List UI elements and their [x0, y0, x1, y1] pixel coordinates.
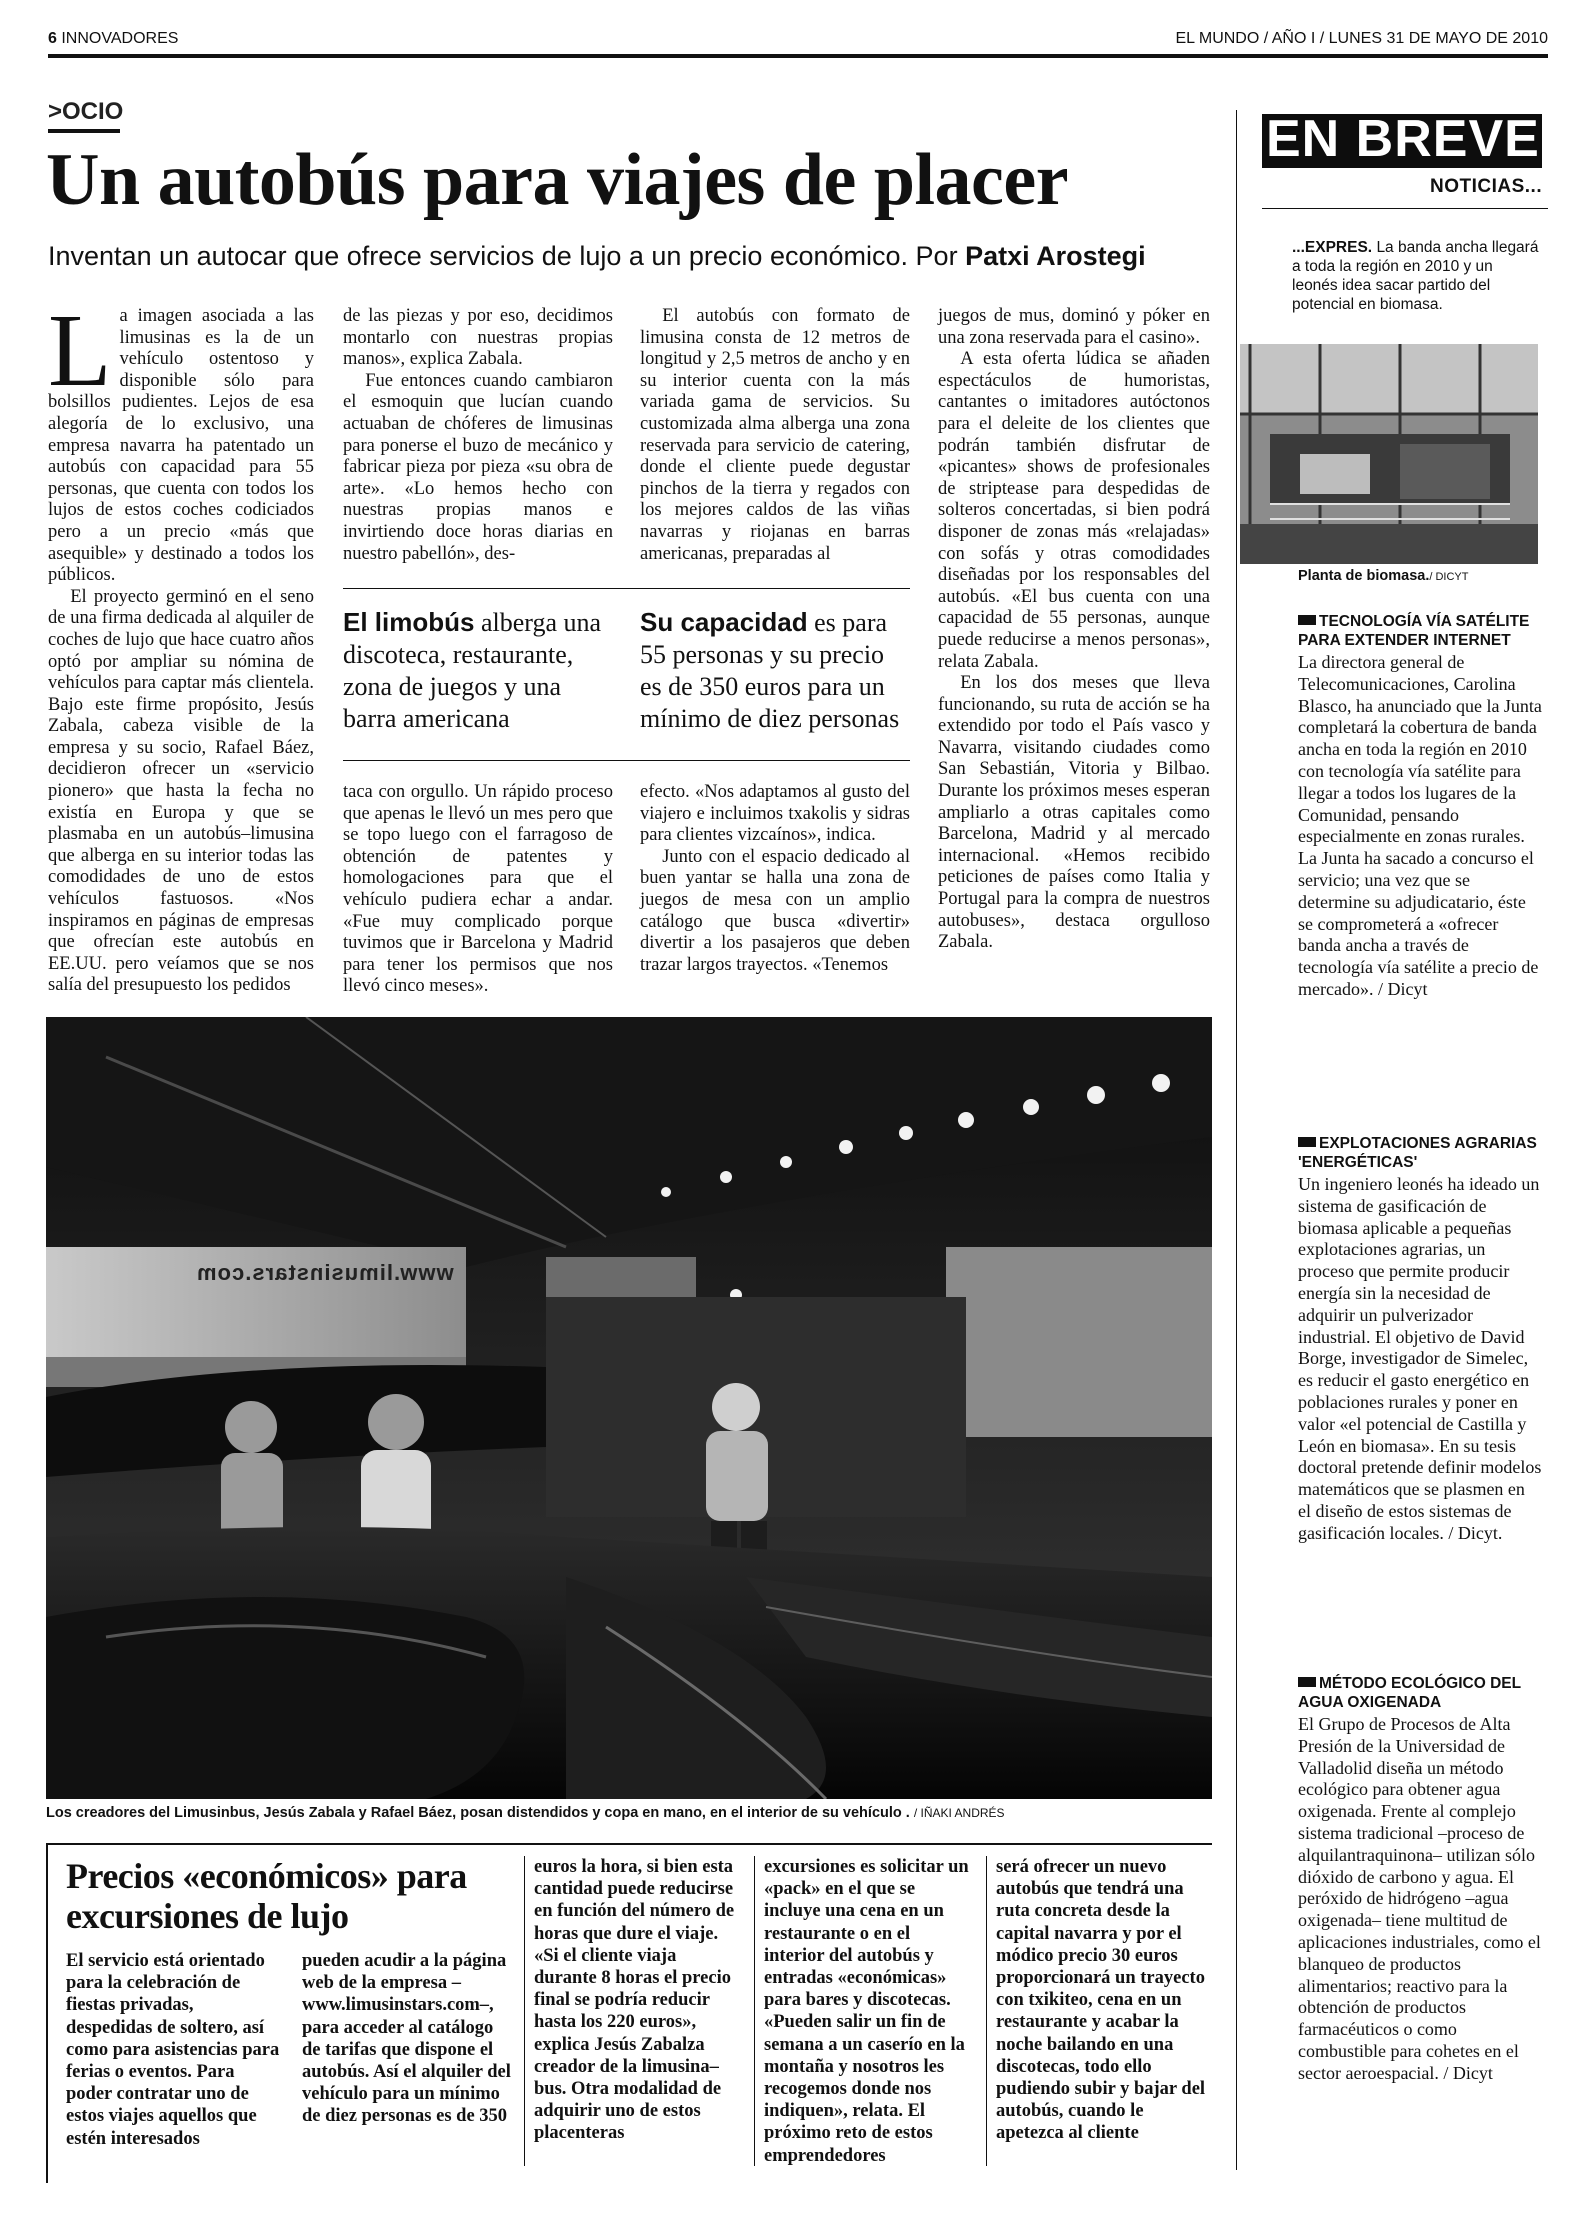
photo-window-text: www.limusinstars.com — [196, 1260, 454, 1285]
breve-banner-text: EN BREVE — [1266, 110, 1540, 168]
page-number: 6 — [48, 30, 57, 47]
article-column-3-bottom — [640, 782, 910, 976]
breve-item-head — [1298, 1674, 1542, 1712]
article-column-4 — [938, 306, 1210, 954]
kicker-rule — [48, 129, 120, 133]
breve-item-head — [1298, 612, 1542, 650]
paragraph: taca con orgullo. Un rápido proceso que apenas le llevó un mes pero que se topo luego con el farragoso de obtención de patentes y homologaciones para que el vehículo pudiera echar a andar. «Fue muy complicado porque tuvimos que ir Barcelona y Madrid para tener los permisos que nos llevó cinco meses». — [343, 782, 613, 997]
dek — [48, 240, 1146, 272]
pull-quote-1-lead: El limobús — [343, 607, 475, 637]
pull-quote-1 — [343, 606, 611, 735]
paragraph: a imagen asociada a las limusinas es la de un vehículo ostentoso y disponible sólo para bolsillos pudientes. Lejos de esa alegoría de lo exclusivo, una empresa navarra ha patentado un autobús con capacidad para 55 personas, que cuenta con todos los lujos de estos coches codiciados pero a un precio «más que asequible» y destinado a todos los públicos. — [48, 306, 314, 586]
box-col-rule — [986, 1856, 987, 2166]
paragraph: de las piezas y por eso, decidimos montarlo con nuestras propias manos», explica Zabala. — [343, 306, 613, 370]
breve-subtitle-rule — [1262, 208, 1548, 209]
bullet-square-icon — [1298, 615, 1316, 625]
box-column-2: pueden acudir a la página web de la empresa –www.limusinstars.com–, para acceder al catálogo de tarifas que dispone el autobús. Así el alquiler del vehículo para un mínimo de diez personas es de 350 — [302, 1951, 511, 2127]
paragraph: El autobús con formato de limusina consta de 12 metros de longitud y 2,5 metros de ancho y en su interior cuenta con la más variada gama de servicios. Su customizada alma alberga una zona reservada para servicio de catering, donde el cliente puede degustar pinchos de la tierra y regados con los mejores caldos de las viñas navarras y riojanas en barras americanas, preparadas al — [640, 306, 910, 564]
biomass-plant-illustration — [1240, 344, 1538, 564]
breve-item-head-text: MÉTODO ECOLÓGICO DEL AGUA OXIGENADA — [1298, 1675, 1521, 1711]
pull-quote-1-text: alberga una discoteca, restaurante, zona de juegos y una barra americana — [343, 608, 602, 733]
breve-expres-text: La banda ancha llegará a toda la región en 2010 y un leonés idea sacar partido del potencial en biomasa. — [1292, 239, 1539, 313]
breve-item-head-text: EXPLOTACIONES AGRARIAS 'ENERGÉTICAS' — [1298, 1135, 1537, 1171]
breve-item-body: Un ingeniero leonés ha ideado un sistema de gasificación de biomasa aplicable a pequeñas explotaciones agrarias, un proceso que permite producir energía sin la necesidad de adquirir un pulverizador industrial. El objetivo de David Borge, investigador de Simelec, es reducir el gasto energético en poblaciones rurales y poner en valor «el potencial de Castilla y León en biomasa». En su tesis doctoral pretende definir modelos matemáticos que se plasmen en el diseño de estos sistemas de gasificación locales. / Dicyt. — [1298, 1174, 1542, 1543]
box-col-rule — [754, 1856, 755, 2166]
paragraph: juegos de mus, dominó y póker en una zona reservada para el casino». — [938, 306, 1210, 348]
photo-caption — [46, 1804, 1216, 1822]
pull-quote-2-text: es para 55 personas y su precio es de 350 euros para un mínimo de diez personas — [640, 608, 900, 733]
bullet-square-icon — [1298, 1137, 1316, 1147]
breve-expres-label: ...EXPRES. — [1292, 239, 1373, 256]
article-column-2-top — [343, 306, 613, 565]
breve-banner — [1262, 110, 1542, 168]
breve-item — [1298, 612, 1542, 1001]
pull-quote-2-lead: Su capacidad — [640, 607, 808, 637]
box-rule-top — [46, 1843, 1212, 1845]
section-name: INNOVADORES — [61, 30, 179, 47]
article-column-2-bottom — [343, 782, 613, 998]
box-column-5: será ofrecer un nuevo autobús que tendrá una ruta concreta desde la capital navarra y por el módico precio 30 euros proporcionará un trayecto con txikiteo, cena en un restaurante y acabar la noche bailando en una discotecas, todo ello pudiendo subir y bajar del autobús, cuando le apetezca al cliente — [996, 1857, 1206, 2144]
box-col-rule — [524, 1856, 525, 2166]
pull-rule-bottom — [343, 760, 910, 761]
breve-item — [1298, 1674, 1542, 2085]
breve-photo — [1240, 344, 1538, 564]
paragraph: efecto. «Nos adaptamos al gusto del viajero e incluimos txakolis y sidras para clientes vizcaínos», indica. — [640, 782, 910, 846]
breve-expres — [1292, 238, 1540, 314]
paragraph: Fue entonces cuando cambiaron el esmoquin que lucían cuando actuaban de chóferes de limusinas para ponerse el buzo de mecánico y fabricar pieza por pieza «su obra de arte». «Lo hemos hecho con nuestras propias manos e invirtiendo doce horas diarias en nuestro pabellón», des- — [343, 370, 613, 564]
photo-caption-text: Los creadores del Limusinbus, Jesús Zabala y Rafael Báez, posan distendidos y copa en mano, en el interior de su vehículo . — [46, 1805, 910, 1821]
kicker: >OCIO — [48, 98, 124, 125]
breve-rule-left — [1236, 110, 1237, 2170]
dropcap: L — [48, 293, 112, 408]
breve-photo-credit: / DICYT — [1429, 571, 1469, 583]
main-photo — [46, 1017, 1212, 1799]
page-header — [48, 30, 1548, 52]
breve-photo-caption-text: Planta de biomasa. — [1298, 568, 1430, 584]
breve-subtitle: NOTICIAS... — [1430, 176, 1543, 197]
box-column-4: excursiones es solicitar un «pack» en el que se incluye una cena en un restaurante o en el interior del autobús y entradas «económicas» para bares y discotecas. «Pueden salir un fin de semana a un caserío en la montaña y nosotros les recogemos donde nos indiquen», relata. El próximo reto de estos emprendedores — [764, 1857, 969, 2166]
box-rule-left — [46, 1843, 48, 2183]
breve-item-head — [1298, 1134, 1542, 1172]
breve-item-head-text: TECNOLOGÍA VÍA SATÉLITE PARA EXTENDER INTERNET — [1298, 613, 1530, 649]
paragraph: Junto con el espacio dedicado al buen yantar se halla una zona de juegos de mesa con un amplio catálogo que busca «divertir» divertir a los pasajeros que deben trazar largos trayectos. «Tenemos — [640, 846, 910, 975]
photo-credit: / IÑAKI ANDRÉS — [913, 1806, 1005, 1820]
pull-quote-2 — [640, 606, 910, 735]
headline: Un autobús para viajes de placer — [46, 139, 1069, 221]
bus-interior-illustration — [46, 1017, 1212, 1799]
paragraph: En los dos meses que lleva funcionando, su ruta de acción se ha extendido por todo el País vasco y Navarra, visitando ciudades como San Sebastián, Vitoria y Bilbao. Durante los próximos meses esperan ampliarlo a otras capitales como Barcelona, Madrid y al mercado internacional. «Hemos recibido peticiones de países como Italia y Portugal para la compra de nuestros autobuses», destaca orgulloso Zabala. — [938, 673, 1210, 953]
box-column-1: El servicio está orientado para la celebración de fiestas privadas, despedidas de soltero, así como para asistencias para ferias o eventos. Para poder contratar uno de estos viajes aquellos que estén interesados — [66, 1951, 280, 2149]
breve-item-body: El Grupo de Procesos de Alta Presión de la Universidad de Valladolid diseña un método ecológico para obtener agua oxigenada. Frente al complejo sistema tradicional –proceso de alquilantraquinona– utilizan sólo dióxido de carbono y agua. El peróxido de hidrógeno –agua oxigenada– tiene multitud de aplicaciones industriales, como el blanqueo de productos alimentarios; reactivo para la obtención de productos farmacéuticos o como combustible para cohetes en el sector aeroespacial. / Dicyt — [1298, 1714, 1541, 2083]
breve-photo-caption — [1298, 568, 1468, 584]
breve-item-body: La directora general de Telecomunicaciones, Carolina Blasco, ha anunciado que la Junta completará la cobertura de banda ancha en toda la región en 2010 con tecnología vía satélite para llegar a todos los lugares de la Comunidad, pensando especialmente en zonas rurales. La Junta ha sacado a concurso el servicio; una vez que se determine su adjudicatario, éste se comprometerá a «ofrecer banda ancha a través de tecnología vía satélite a precio de mercado». / Dicyt — [1298, 652, 1542, 999]
box-title: Precios «económicos» para excursiones de lujo — [66, 1856, 467, 1936]
article-column-1 — [48, 293, 314, 997]
breve-item — [1298, 1134, 1542, 1545]
paragraph: El proyecto germinó en el seno de una firma dedicada al alquiler de coches de lujo que hace cuatro años optó por ampliar su nómina de vehículos para captar más clientela. Bajo este firme propósito, Jesús Zabala, cabeza visible de la empresa y su socio, Rafael Báez, decidieron ofrecer un «servicio pionero» que hasta la fecha no existía en Europa y que se plasmaba en un autobús–limusina que alberga en su interior todas las comodidades de uno de estos vehículos fastuosos. «Nos inspiramos en páginas de empresas que ofrecían este autobús en EE.UU. pero veíamos que se nos salía del presupuesto los pedidos — [48, 586, 314, 996]
article-column-3-top — [640, 306, 910, 565]
bullet-square-icon — [1298, 1677, 1316, 1687]
byline-prefix: Por — [915, 241, 958, 271]
byline-author: Patxi Arostegi — [965, 241, 1146, 271]
publication-line: EL MUNDO / AÑO I / LUNES 31 DE MAYO DE 2010 — [1175, 30, 1548, 47]
box-column-3: euros la hora, si bien esta cantidad puede reducirse en función del número de horas que dure el viaje. «Si el cliente viaja durante 8 horas el precio final se podría reducir hasta los 220 euros», explica Jesús Zabalza creador de la limusina–bus. Otra modalidad de adquirir uno de estos placenteras — [534, 1857, 735, 2144]
paragraph: A esta oferta lúdica se añaden espectáculos de humoristas, cantantes o imitadores autóctonos para el deleite de los clientes que podrán también disfrutar de «picantes» shows de profesionales de striptease para despedidas de solteros concertadas, si bien podrá disponer de zonas más «relajadas» con sofás y otras comodidades diseñadas por los responsables del autobús. «El bus cuenta con una capacidad de 55 personas, aunque puede reducirse a menos personas», relata Zabala. — [938, 349, 1210, 672]
pull-rule-top — [343, 588, 910, 589]
header-rule — [48, 54, 1548, 58]
dek-text: Inventan un autocar que ofrece servicios de lujo a un precio económico. — [48, 241, 909, 271]
